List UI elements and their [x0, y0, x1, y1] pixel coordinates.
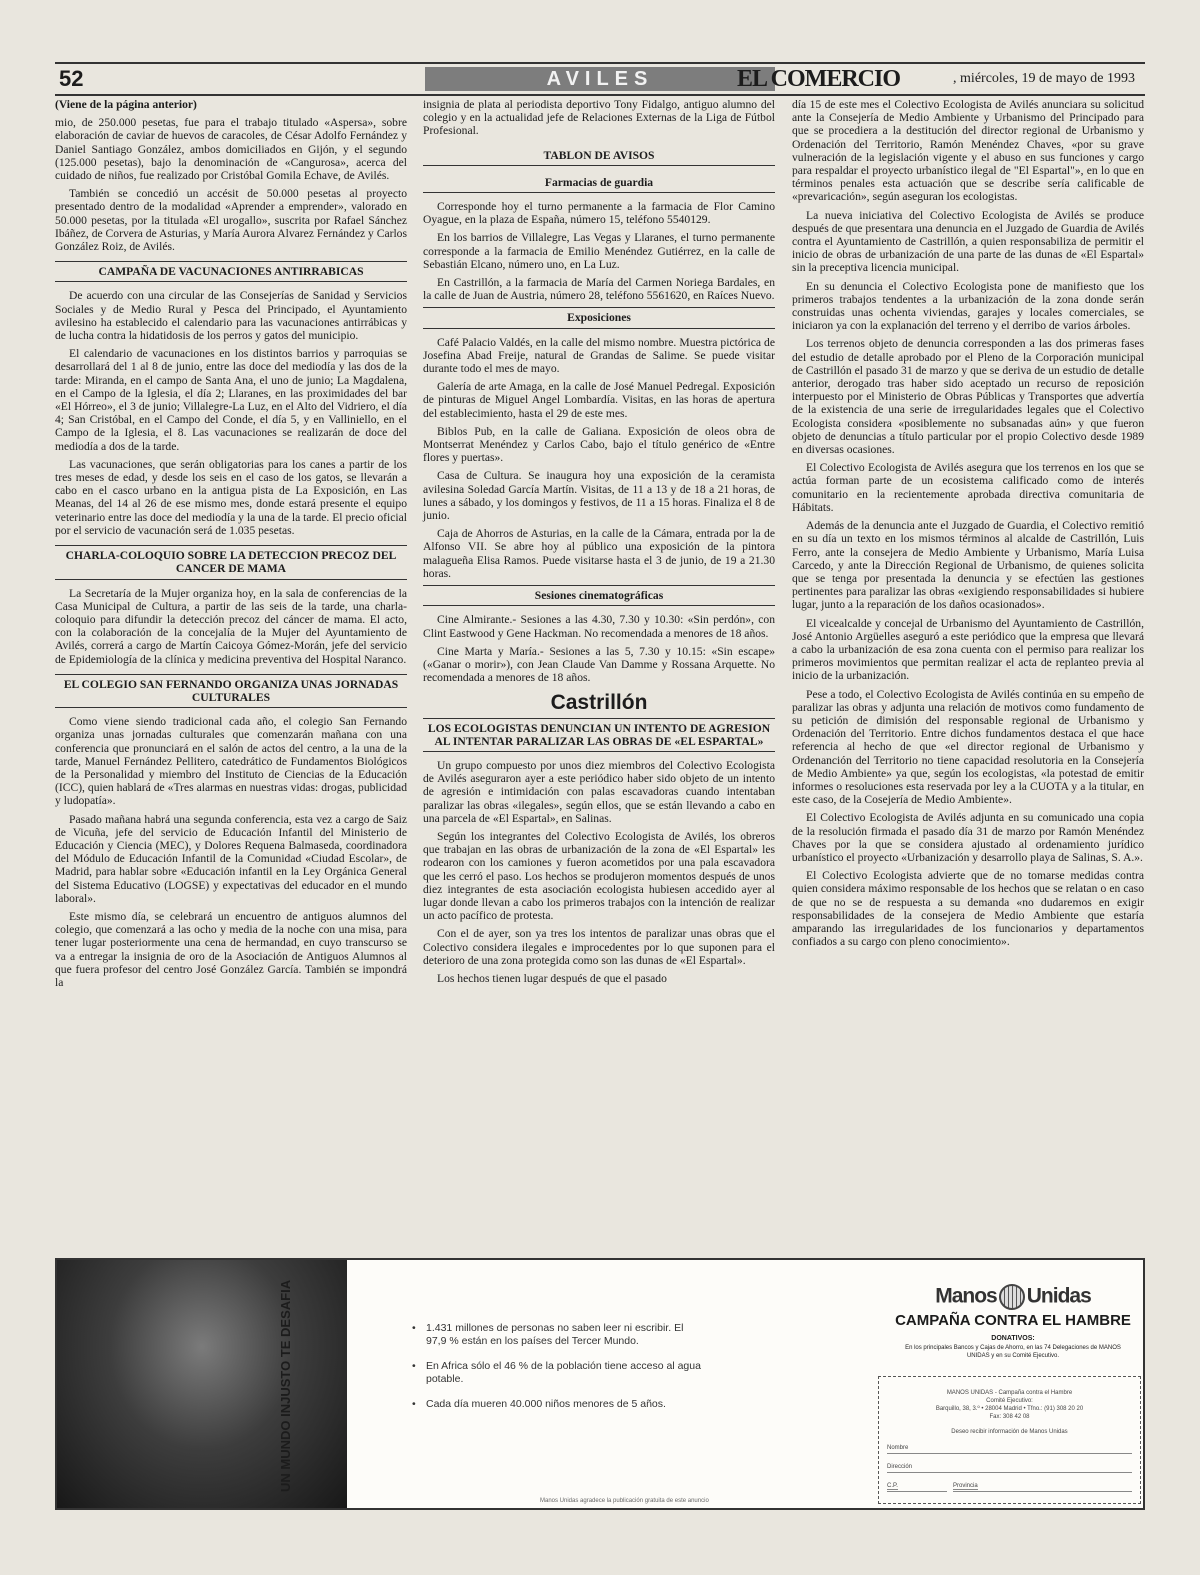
article-paragraph: También se concedió un accésit de 50.000 pesetas al proyecto presentado dentro de la modalidad «Aprender a emprender», valorado en 50.000 pesetas, por la titulada «El urogallo», suscrita por Rafael Sánchez Ibáñez, de Corvera de Asturias, y María Aurora Alvarez Fernández y Carlos González Roiz, de Avilés. — [55, 187, 407, 254]
article-paragraph: Este mismo día, se celebrará un encuentro de antiguos alumnos del colegio, que comenzará a las ocho y media de la noche con una misa, para tener lugar posteriormente una cena de hermandad, en cuyo transcurso se va a entregar la insignia de oro de la Asociación de Antiguos Alumnos al que fuera profesor del centro José González García. También se impondrá la — [55, 909, 407, 989]
article-paragraph: De acuerdo con una circular de las Consejerías de Sanidad y Servicios Sociales y de Medio Rural y Pesca del Principado, el Ayuntamiento avilesino ha establecido el calendario para las vacunaciones antirrábicas y de lucha contra la hidatidosis de los perros y gatos del municipio. — [55, 289, 407, 343]
ad-facts — [412, 1322, 702, 1423]
headline-charla: CHARLA-COLOQUIO SOBRE LA DETECCION PRECOZ DEL CANCER DE MAMA — [55, 545, 407, 579]
article-paragraph: Las vacunaciones, que serán obligatorias para los canes a partir de los tres meses de edad, y desde los seis en el caso de los gatos, se llevarán a cabo en el casco urbano en la antigua pista de La Exposición, en Las Meanas, del 14 al 26 de ese mismo mes, donde estará presente el equipo veterinario entre las doce del mediodía y la una de la tarde. El precio oficial por el servicio de vacunación será de 1.035 pesetas. — [55, 457, 407, 537]
province-field-label: Provincia — [953, 1483, 978, 1489]
article-paragraph: Los terrenos objeto de denuncia corresponden a las dos primeras fases del estudio de detalle aprobado por el Pleno de la Corporación municipal de Castrillón el pasado 31 de marzo y que se deriva de un estudio de detalle anterior, derogado tras haber sido aceptado un recurso de reposición interpuesto por el Ministerio de Obras Públicas y Transportes que advertía de la existencia de una serie de irregularidades legales que el Colectivo Ecologista considera «posiblemente no subsanadas aún» y que fueron objeto de denuncias a título particular por el propio Colectivo desde 1989 en diversas ocasiones. — [792, 337, 1144, 457]
article-paragraph: El calendario de vacunaciones en los distintos barrios y parroquias se desarrollará del 1 al 8 de junio, entre las doce del mediodía y las dos de la tarde: Miranda, en el campo de Santa Ana, el uno de junio; La Magdalena, en el Campo de la Iglesia, el día 2; Llaranes, en las proximidades del bar «El Hórreo», el 3 de junio; Villalegre-La Luz, en el Alto del Vidriero, el día 4; San Cristóbal, en el Campo del Conde, el día 5, y en Valliniello, en el Campo de la Iglesia, el 8. Las vacunaciones se realizarán de doce del mediodía a dos de la tarde. — [55, 347, 407, 453]
article-paragraph: Los hechos tienen lugar después de que el pasado — [437, 971, 667, 985]
name-field[interactable] — [887, 1445, 1132, 1454]
address-field-label: Dirección — [887, 1464, 913, 1470]
coupon-request: Deseo recibir información de Manos Unidas — [951, 1429, 1068, 1435]
province-field[interactable] — [953, 1483, 1132, 1492]
article-paragraph: El Colectivo Ecologista advierte que de no tomarse medidas contra quien considera máximo responsable de los hechos que se relatan o en caso de que no se de respuesta a su demanda «no dudaremos en exigir responsabilidades de la consejera de Medio Ambiente que estaría amparando las irregularidades de los funcionarios y departamentos confiados a su cargo con pleno conocimiento». — [792, 869, 1144, 949]
ad-fact: • En Africa sólo el 46 % de la población tiene acceso al agua potable. — [412, 1360, 702, 1386]
headline-colegio: EL COLEGIO SAN FERNANDO ORGANIZA UNAS JORNADAS CULTURALES — [55, 674, 407, 708]
coupon-address-line: Fax: 308 42 08 — [989, 1414, 1030, 1420]
child-portrait-photo — [57, 1260, 347, 1508]
article-paragraph: En su denuncia el Colectivo Ecologista pone de manifiesto que los primeros trabajos tendentes a la urbanización de la zona donde serán construidas unas ochenta viviendas, garajes y locales comerciales, se iniciaron ya con la explanación del terreno y el derribo de varios árboles. — [792, 279, 1144, 333]
article-paragraph: En Castrillón, a la farmacia de María del Carmen Noriega Bardales, en la calle de Juan de Austria, número 28, teléfono 5561620, en Raíces Nuevo. — [423, 276, 775, 303]
article-paragraph: Pasado mañana habrá una segunda conferencia, esta vez a cargo de Saiz de Vicuña, jefe del servicio de Educación Infantil del Ministerio de Educación y Ciencia (MEC), y Dolores Requena Balmaseda, coordinadora del Módulo de Educación Infantil de la Comunidad «Ciudad Escolar», de Madrid, para hablar sobre «Educación infantil en la Ley Orgánica General del Sistema Educativo (LOGSE) y expectativas del educador en el mundo laboral». — [55, 812, 407, 905]
info-coupon — [878, 1376, 1141, 1504]
article-paragraph: mio, de 250.000 pesetas, fue para el trabajo titulado «Aspersa», sobre elaboración de caviar de huevos de caracoles, de César Adolfo Fernández y Daniel Santiago González, ambos domiciliados en Gijón, y el segundo (125.000 pesetas), bajo la denominación de «Cangurosa», acerca del cuidado de niños, fue realizado por Cristóbal Gomila Echave, de Avilés. — [55, 116, 407, 183]
cp-field-label: C.P. — [887, 1483, 898, 1489]
name-field-label: Nombre — [887, 1445, 909, 1451]
article-paragraph: Además de la denuncia ante el Juzgado de Guardia, el Colectivo remitió en su día un texto en los mismos términos al alcalde de Castrillón, Luis Ferro, ante la consejera de Medio Ambiente y Urbanismo, María Luisa Carcedo, y ante la Dirección Regional de Urbanismo, de quienes solicita que se tenga por presentada la denuncia y se efectúen las gestiones pertinentes para paralizar las obras «exigiendo responsabilidades si hubiere lugar, junto a la reparación de los daños ocasionados». — [792, 519, 1144, 612]
manos-unidas-logo — [893, 1284, 1133, 1360]
ad-slogan: UN MUNDO INJUSTO TE DESAFIA — [278, 1279, 293, 1493]
article-paragraph: Café Palacio Valdés, en la calle del mismo nombre. Muestra pictórica de Josefina Abad Freije, natural de Grandas de Salime. Se puede visitar durante todo el mes de mayo. — [423, 335, 775, 376]
subhead-exposiciones: Exposiciones — [423, 307, 775, 328]
headline-ecologistas: LOS ECOLOGISTAS DENUNCIAN UN INTENTO DE AGRESION AL INTENTAR PARALIZAR LAS OBRAS DE «EL ESPARTAL» — [423, 718, 775, 752]
brand-right: Unidas — [1026, 1284, 1091, 1308]
section-name: AVILES — [425, 67, 775, 91]
article-paragraph: La nueva iniciativa del Colectivo Ecologista de Avilés se produce después de que presentara una denuncia en el Juzgado de Guardia de Avilés contra el Ayuntamiento de Castrillón, a quien responsabiliza de permitir el inicio de obras de urbanización de una parte de las dunas de «El Espartal» sin la preceptiva licencia municipal. — [792, 208, 1144, 275]
coupon-address-line: Comité Ejecutivo: — [986, 1398, 1033, 1404]
article-paragraph: En los barrios de Villalegre, Las Vegas y Llaranes, el turno permanente corresponde a la farmacia de Emilio Menéndez Gutiérrez, en la calle de Sebastián Elcano, número uno, en La Luz. — [423, 231, 775, 271]
ad-fact: • 1.431 millones de personas no saben leer ni escribir. El 97,9 % están en los países del Tercer Mundo. — [412, 1322, 702, 1348]
article-paragraph: insignia de plata al periodista deportivo Tony Fidalgo, antiguo alumno del colegio y en la actualidad jefe de Relaciones Externas de la Liga de Fútbol Profesional. — [423, 98, 775, 138]
section-castrillon: Castrillón — [550, 691, 648, 715]
ad-fact: • Cada día mueren 40.000 niños menores de 5 años. — [412, 1398, 702, 1411]
article-paragraph: El vicealcalde y concejal de Urbanismo del Ayuntamiento de Castrillón, José Antonio Argüelles aseguró a este periódico que la empresa que llevará a cabo la urbanización de esa zona cuenta con el permiso para realizar los primeros movimientos que permitan realizar el acta de replanteo previa al inicio de la urbanización. — [792, 616, 1144, 683]
ad-fine-print: Manos Unidas agradece la publicación gratuita de este anuncio — [540, 1498, 709, 1504]
donativos-label: DONATIVOS: — [991, 1335, 1035, 1342]
subhead-farmacias: Farmacias de guardia — [423, 173, 775, 193]
continued-note: (Viene de la página anterior) — [55, 98, 197, 111]
headline-tablon: TABLON DE AVISOS — [423, 146, 775, 166]
masthead — [55, 62, 1145, 96]
issue-date: , miércoles, 19 de mayo de 1993 — [953, 71, 1135, 86]
article-paragraph: Según los integrantes del Colectivo Ecologista de Avilés, los obreros que trabajan en las obras de urbanización de la zona de «El Espartal» les rodearon con los camiones y fueron acometidos por una pala escavadora que les cerró el paso. Los hechos se produjeron momentos después de unos diez integrantes de esta asociación ecologista hubiesen accedido ayer al lugar donde llevan a cabo los primeros trabajos con la intención de realizar un acto pacífico de protesta. — [423, 829, 775, 923]
article-paragraph: Con el de ayer, son ya tres los intentos de paralizar unas obras que el Colectivo considera ilegales e improcedentes por lo que suponen para el deterioro de una zona protegida como son las dunas de «El Espartal». — [423, 927, 775, 967]
article-paragraph: La Secretaría de la Mujer organiza hoy, en la sala de conferencias de la Casa Municipal de Cultura, a partir de las seis de la tarde, una charla-coloquio para difundir la detección precoz del cáncer de mama. El acto, con la colaboración de la concejalía de la Mujer del Ayuntamiento de Avilés, correrá a cargo de Martín Caicoya Gómez-Morán, jefe del servicio de Epidemiología de la clínica y medicina preventiva del Hospital Naranco. — [55, 586, 407, 666]
article-paragraph: Cine Marta y María.- Sesiones a las 5, 7.30 y 10.15: «Sin escape» («Ganar o morir»), con Jean Claude Van Damme y Rossana Arquette. No recomendada a menores de 18 años. — [423, 644, 775, 685]
column-2 — [423, 98, 775, 990]
newspaper-name: EL COMERCIO — [736, 65, 900, 92]
cp-field[interactable] — [887, 1483, 947, 1492]
brand-left: Manos — [935, 1284, 997, 1308]
article-paragraph: Galería de arte Amaga, en la calle de José Manuel Pedregal. Exposición de pinturas de Miguel Angel Lombardía. Visitas, en las horas de apertura del establecimiento, hasta el 29 de este mes. — [423, 380, 775, 420]
article-paragraph: Cine Almirante.- Sesiones a las 4.30, 7.30 y 10.30: «Sin perdón», con Clint Eastwood y Gene Hackman. No recomendada a menores de 18 años. — [423, 613, 775, 640]
article-paragraph: El Colectivo Ecologista de Avilés asegura que los terrenos en los que se actúa forman parte de un ecosistema calificado como de interés comunitario en la recientemente aprobada directiva comunitaria de Hábitats. — [792, 461, 1144, 514]
campaign-title: CAMPAÑA CONTRA EL HAMBRE — [895, 1312, 1131, 1329]
column-1 — [55, 98, 407, 994]
article-paragraph: Casa de Cultura. Se inaugura hoy una exposición de la ceramista avilesina Soledad García Martín. Visitas, de 11 a 13 y de 18 a 21 horas, de lunes a sábado, y los domingos y festivos, de 11 a 15 horas. Finaliza el 8 de junio. — [423, 469, 775, 523]
article-paragraph: Pese a todo, el Colectivo Ecologista de Avilés continúa en su empeño de paralizar las obras y adjunta una relación de motivos como fundamento de su petición de dimisión del responsable regional de Urbanismo y Ordenación del Territorio. Entre dichos fundamentos destaca el que hace referencia al hecho de que «el director regional de Urbanismo y Ordenanción del Territorio no tiene capacidad resolutoria en la Consejería de Medio Ambiente» ya que, según los ecologistas, «la potestad de emitir informes o resoluciones esta reservada por ley a la CUOTA y a la titular, en este caso, de la Cosejería de Medio Ambiente». — [792, 687, 1144, 807]
headline-vacunaciones: CAMPAÑA DE VACUNACIONES ANTIRRABICAS — [55, 261, 407, 282]
article-paragraph: día 15 de este mes el Colectivo Ecologista de Avilés anunciara su solicitud ante la Consejería de Medio Ambiente y Urbanismo del Principado para que se procediera a la destitución del director regional de Urbanismo y Ordenación del Territorio, Ramón Menéndez Chaves, «por su grave vulneración de la legislación vigente y el abuso en sus funciones y cargo para respaldar el proyecto urbanístico ilegal de "El Espartal"», en lo que en términos penales esta actuación que se describe sería calificable de «prevaricación», según aseguran los ecologistas. — [792, 98, 1144, 204]
article-paragraph: El Colectivo Ecologista de Avilés adjunta en su comunicado una copia de la resolución firmada el pasado día 31 de marzo por Ramón Menéndez Chaves por la que se considera ajustado al ordenamiento jurídico urbanístico el proyecto «Urbanización y desarrollo playa de Salinas, S. A.». — [792, 811, 1144, 864]
coupon-address-line: Barquillo, 38, 3.º • 28004 Madrid • Tfno.: (91) 308 20 20 — [935, 1406, 1084, 1412]
globe-icon — [999, 1284, 1025, 1310]
article-paragraph: Caja de Ahorros de Asturias, en la calle de la Cámara, entrada por la de Alfonso VII. Se abre hoy al público una exposición de la pintora malagueña Elisa Ramos. Puede visitarse hasta el 3 de junio, de 19 a 21.30 horas. — [423, 527, 775, 580]
article-paragraph: Un grupo compuesto por unos diez miembros del Colectivo Ecologista de Avilés aseguraron ayer a este periódico haber sido objeto de un intento de agresión e intimidación con palas escavadoras cuando intentaban paralizar las obras «ilegales», según ellos, que se están llevando a cabo en una parcela de «El Espartal», en Salinas. — [423, 758, 775, 825]
article-paragraph: Como viene siendo tradicional cada año, el colegio San Fernando organiza unas jornadas culturales que comenzarán mañana con una conferencia que pronunciará en el salón de actos del centro, a la una de la tarde, Manuel Fernández Pellitero, catedrático de Fundamentos Biológicos de la Personalidad y miembro del Instituto de Ciencias de la Educación (ICC), quien hablará de «Tres alarmas en nuestras vidas: drogas, publicidad y ludopatía». — [55, 715, 407, 808]
address-field[interactable] — [887, 1464, 1132, 1473]
coupon-address-line: MANOS UNIDAS - Campaña contra el Hambre — [946, 1390, 1073, 1396]
article-paragraph: Biblos Pub, en la calle de Galiana. Exposición de oleos obra de Montserrat Menéndez y Carlos Cabo, bajo el título genérico de «Entre flores y puertas». — [423, 424, 775, 465]
subhead-cine: Sesiones cinematográficas — [423, 585, 775, 606]
column-3 — [792, 98, 1144, 953]
donativos-text: En los principales Bancos y Cajas de Ahorro, en las 74 Delegaciones de MANOS UNIDAS y en su Comité Ejecutivo. — [905, 1345, 1121, 1359]
page-number: 52 — [59, 66, 84, 91]
article-paragraph: Corresponde hoy el turno permanente a la farmacia de Flor Camino Oyague, en la plaza de España, número 15, teléfono 5540129. — [423, 200, 775, 227]
